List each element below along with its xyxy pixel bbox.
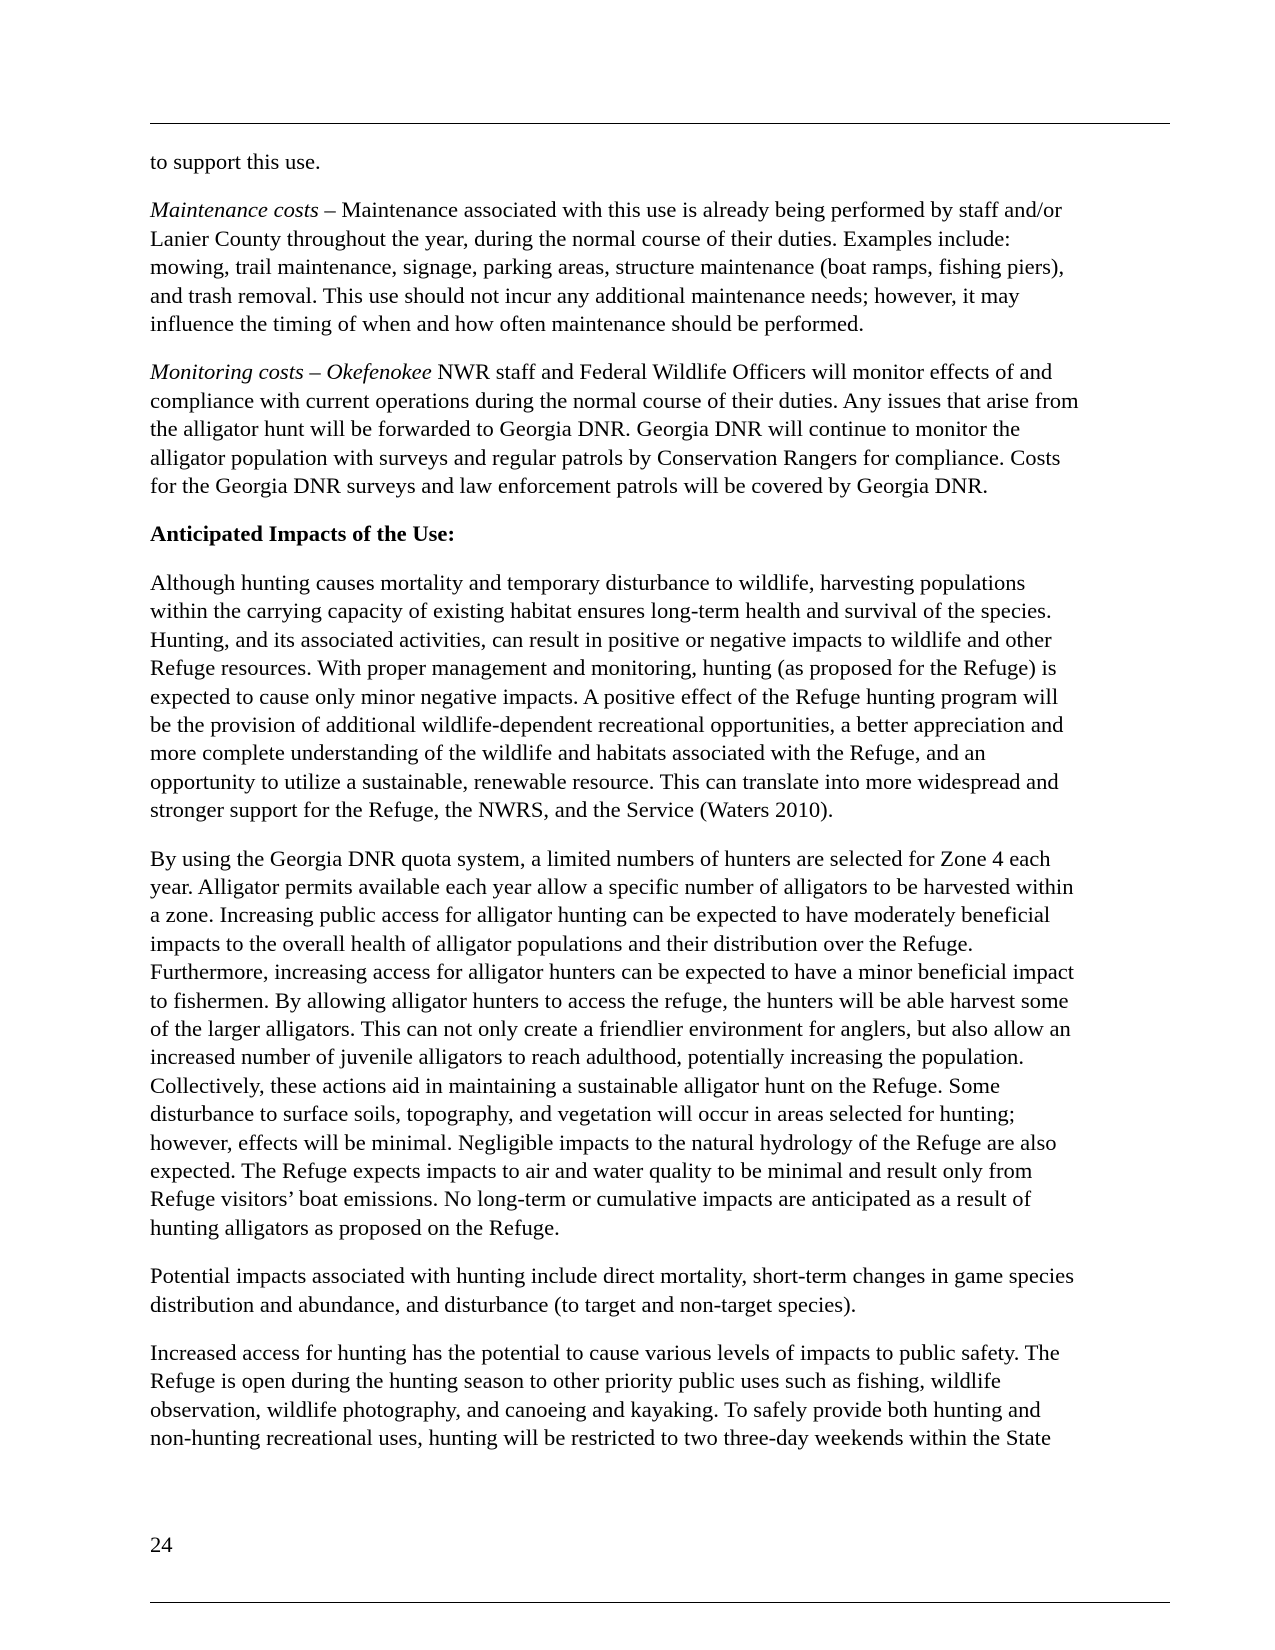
- impacts-paragraph-1: Although hunting causes mortality and temporary disturbance to wildlife, harvesting populations within the carrying capacity of existing habitat ensures long-term health and survival of the species. Hunting, and its associated activities, can result in positive or negative impacts to wildlife and other Refuge resources. With proper management and monitoring, hunting (as proposed for the Refuge) is expected to cause only minor negative impacts. A positive effect of the Refuge hunting program will be the provision of additional wildlife-dependent recreational opportunities, a better appreciation and more complete understanding of the wildlife and habitats associated with the Refuge, and an opportunity to utilize a sustainable, renewable resource. This can translate into more widespread and stronger support for the Refuge, the NWRS, and the Service (Waters 2010).: [150, 569, 1064, 823]
- monitoring-costs-lead: Monitoring costs – Okefenokee: [150, 359, 432, 385]
- impacts-paragraph-2: By using the Georgia DNR quota system, a limited numbers of hunters are selected for Zone 4 each year. Alligator permits available each year allow a specific number of alligators to be harvested within a zone. Increasing public access for alligator hunting can be expected to have moderately beneficial impacts to the overall health of alligator populations and their distribution over the Refuge. Furthermore, increasing access for alligator hunters can be expected to have a minor beneficial impact to fishermen. By allowing alligator hunters to access the refuge, the hunters will be able harvest some of the larger alligators. This can not only create a friendlier environment for anglers, but also allow an increased number of juvenile alligators to reach adulthood, potentially increasing the population. Collectively, these actions aid in maintaining a sustainable alligator hunt on the Refuge. Some disturbance to surface soils, topography, and vegetation will occur in areas selected for hunting; however, effects will be minimal. Negligible impacts to the natural hydrology of the Refuge are also expected. The Refuge expects impacts to air and water quality to be minimal and result only from Refuge visitors’ boat emissions. No long-term or cumulative impacts are anticipated as a result of hunting alligators as proposed on the Refuge.: [150, 845, 1075, 1240]
- continuation-text: to support this use.: [150, 149, 321, 174]
- monitoring-costs-text: NWR staff and Federal Wildlife Officers will monitor effects of and compliance with current operations during the normal course of their duties. Any issues that arise from the alligator hunt will be forwarded to Georgia DNR. Georgia DNR will continue to monitor the alligator population with surveys and regular patrols by Conservation Rangers for compliance. Costs for the Georgia DNR surveys and law enforcement patrols will be covered by Georgia DNR.: [150, 359, 1079, 499]
- section-heading: Anticipated Impacts of the Use:: [150, 521, 455, 547]
- page-number: 24: [150, 1532, 173, 1557]
- maintenance-costs-lead: Maintenance costs: [150, 197, 319, 223]
- impacts-paragraph-4: Increased access for hunting has the potential to cause various levels of impacts to public safety. The Refuge is open during the hunting season to other priority public uses such as fishing, wildlife observation, wildlife photography, and canoeing and kayaking. To safely provide both hunting and non-hunting recreational uses, hunting will be restricted to two three-day weekends within the State: [150, 1340, 1060, 1451]
- page-body: [150, 148, 1170, 1473]
- monitoring-costs-paragraph: [150, 358, 1170, 500]
- maintenance-costs-text: – Maintenance associated with this use is already being performed by staff and/or Lanier County throughout the year, during the normal course of their duties. Examples include: mowing, trail maintenance, signage, parking areas, structure maintenance (boat ramps, fishing piers), and trash removal. This use should not incur any additional maintenance needs; however, it may influence the timing of when and how often maintenance should be performed.: [150, 197, 1065, 337]
- footer-rule: [150, 1602, 1170, 1603]
- header-rule: [150, 123, 1170, 124]
- impacts-paragraph-3: Potential impacts associated with hunting include direct mortality, short-term changes in game species distribution and abundance, and disturbance (to target and non-target species).: [150, 1263, 1075, 1317]
- maintenance-costs-paragraph: [150, 196, 1170, 338]
